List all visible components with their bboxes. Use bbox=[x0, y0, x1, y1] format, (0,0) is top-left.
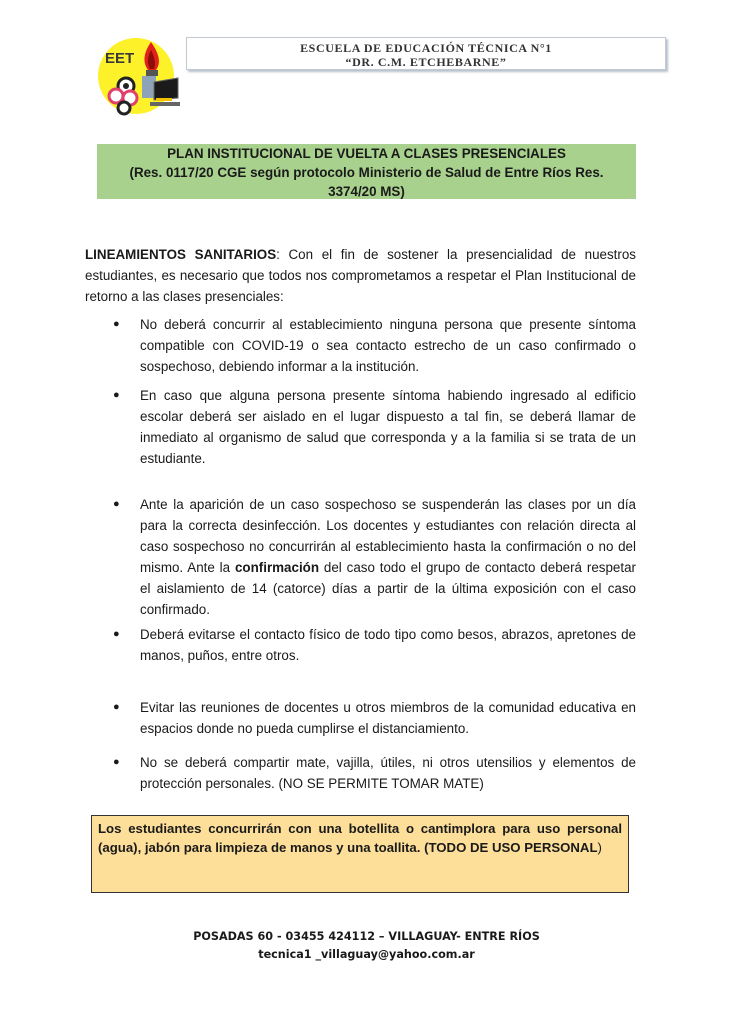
plan-subtitle: (Res. 0117/20 CGE según protocolo Ministerio de Salud de Entre Ríos Res. 3374/20 MS) bbox=[129, 165, 604, 199]
bullet-item bbox=[113, 624, 636, 666]
school-logo bbox=[96, 36, 186, 116]
intro-paragraph bbox=[85, 244, 636, 307]
page-footer bbox=[0, 928, 733, 964]
bullet-text-part: del caso todo el grupo de contacto deberá respetar el aislamiento de 14 (catorce) días a partir de la última exposición con el caso confirmado. bbox=[140, 560, 636, 617]
bullet-item bbox=[113, 385, 636, 469]
school-name: ESCUELA DE EDUCACIÓN TÉCNICA N°1 bbox=[300, 41, 552, 55]
school-header-box bbox=[186, 37, 666, 70]
bullet-text: No deberá concurrir al establecimiento ninguna persona que presente síntoma compatible con COVID-19 o sea contacto estrecho de un caso confirmado o sospechoso, debiendo informar a la institución. bbox=[140, 317, 636, 374]
school-patron: “DR. C.M. ETCHEBARNE” bbox=[345, 55, 507, 69]
bullet-icon: ● bbox=[113, 701, 120, 713]
bullet-text: Evitar las reuniones de docentes u otros miembros de la comunidad educativa en espacios donde no pueda cumplirse el distanciamiento. bbox=[140, 700, 636, 736]
bullet-bold-word: confirmación bbox=[234, 560, 320, 575]
intro-label: LINEAMIENTOS SANITARIOS bbox=[85, 247, 277, 262]
bullet-icon: ● bbox=[113, 389, 120, 401]
bullet-item bbox=[113, 697, 636, 739]
supplies-note-text: Los estudiantes concurrirán con una botellita o cantimplora para uso personal (agua), jabón para limpieza de manos y una toallita. (TODO DE USO PERSONAL bbox=[98, 821, 622, 855]
intro-text: : Con el fin de sostener la presencialidad de nuestros estudiantes, es necesario que todos nos comprometamos a respetar el Plan Institucional de retorno a las clases presenciales: bbox=[85, 247, 636, 304]
bullet-item bbox=[113, 752, 636, 794]
bullet-icon: ● bbox=[113, 318, 120, 330]
bullet-text: Deberá evitarse el contacto físico de todo tipo como besos, abrazos, apretones de manos, puños, entre otros. bbox=[140, 627, 636, 663]
logo-text: EET bbox=[105, 50, 135, 67]
footer-email: tecnica1 _villaguay@yahoo.com.ar bbox=[258, 948, 475, 961]
supplies-note-end: ) bbox=[597, 840, 602, 855]
plan-title-box bbox=[97, 144, 636, 199]
bullet-text: No se deberá compartir mate, vajilla, útiles, ni otros utensilios y elementos de protección personales. (NO SE PERMITE TOMAR MATE) bbox=[140, 755, 636, 791]
supplies-note-box bbox=[91, 815, 629, 893]
bullet-item bbox=[113, 314, 636, 377]
bullet-icon: ● bbox=[113, 498, 120, 510]
plan-title: PLAN INSTITUCIONAL DE VUELTA A CLASES PRESENCIALES bbox=[167, 146, 566, 161]
bullet-icon: ● bbox=[113, 756, 120, 768]
bullet-text: En caso que alguna persona presente síntoma habiendo ingresado al edificio escolar deberá ser aislado en el lugar dispuesto a tal fin, se deberá llamar de inmediato al organismo de salud que corresponda y a la familia si se trata de un estudiante. bbox=[140, 388, 636, 466]
bullet-text bbox=[140, 494, 636, 620]
bullet-icon: ● bbox=[113, 628, 120, 640]
bullet-text-part: Ante la aparición de un caso sospechoso se suspenderán las clases por un día para la correcta desinfección. Los docentes y estudiantes con relación directa al caso sospechoso no concurrirán al establecimiento hasta la confirmación o no del mismo. Ante la bbox=[140, 497, 636, 575]
school-logo-graphic bbox=[96, 36, 186, 116]
bullet-item bbox=[113, 494, 636, 620]
footer-address: POSADAS 60 - 03455 424112 – VILLAGUAY- ENTRE RÍOS bbox=[193, 930, 540, 943]
